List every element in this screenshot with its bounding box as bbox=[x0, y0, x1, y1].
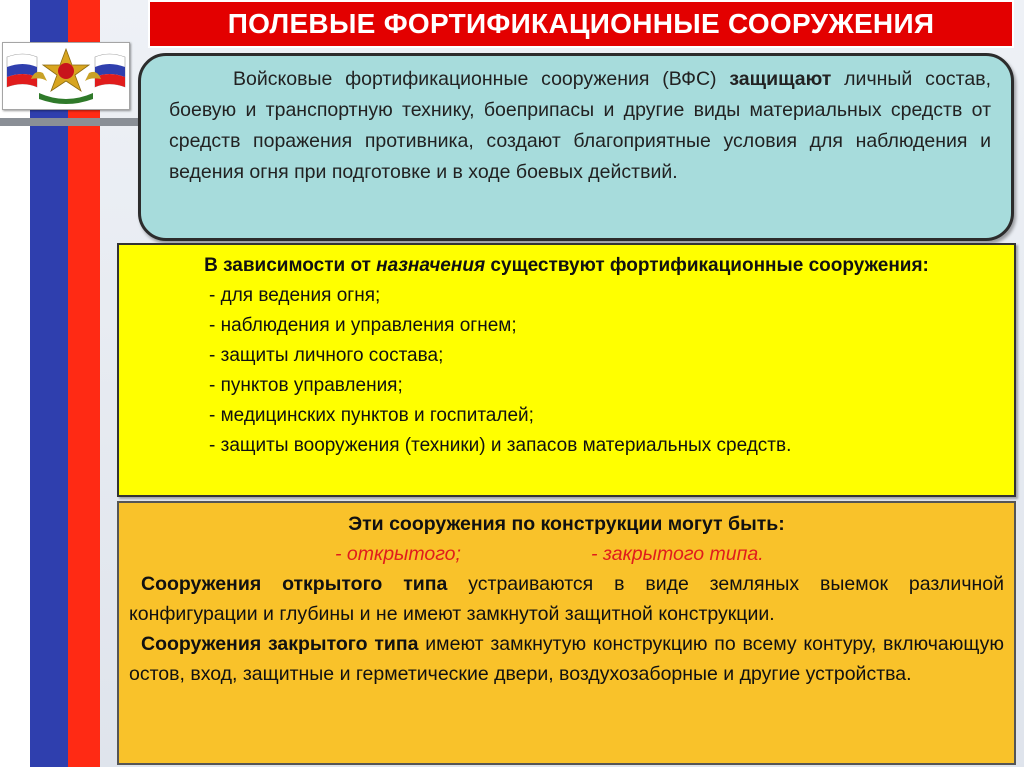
type-open-label: - открытого; bbox=[335, 543, 461, 565]
emblem-image bbox=[2, 42, 130, 110]
list-item: - пунктов управления; bbox=[209, 375, 403, 396]
list-item: - защиты личного состава; bbox=[209, 345, 444, 366]
page-title: ПОЛЕВЫЕ ФОРТИФИКАЦИОННЫЕ СООРУЖЕНИЯ bbox=[227, 8, 935, 39]
title-bar bbox=[148, 0, 1014, 48]
list-item: - медицинских пунктов и госпиталей; bbox=[209, 405, 534, 426]
construction-types bbox=[129, 539, 1004, 569]
purpose-heading-post: существуют фортификационные сооружения: bbox=[485, 255, 929, 276]
closed-type-text: имеют замкнутую конструкцию по всему контуру, включающую остов, вход, защитные и герметические двери, воздухозаборные и другие устройства. bbox=[129, 633, 1004, 685]
list-item: - для ведения огня; bbox=[209, 285, 381, 306]
intro-box bbox=[138, 53, 1014, 241]
purpose-heading-pre: В зависимости от bbox=[204, 255, 377, 276]
armed-forces-emblem-icon bbox=[3, 43, 129, 109]
construction-box bbox=[117, 501, 1016, 765]
list-item: - наблюдения и управления огнем; bbox=[209, 315, 517, 336]
closed-type-paragraph bbox=[129, 629, 1004, 689]
flag-stripe-red bbox=[68, 0, 100, 767]
purpose-list bbox=[139, 281, 994, 461]
purpose-heading bbox=[139, 251, 994, 281]
intro-bold: защищают bbox=[729, 68, 832, 90]
construction-heading: Эти сооружения по конструкции могут быть: bbox=[348, 513, 785, 535]
flag-stripe-blue bbox=[30, 0, 68, 767]
open-type-paragraph bbox=[129, 569, 1004, 629]
type-closed-label: - закрытого типа. bbox=[591, 543, 764, 565]
open-type-text: устраиваются в виде земляных выемок различной конфигурации и глубины и не имеют замкнутой защитной конструкции. bbox=[129, 573, 1004, 625]
intro-rest: личный состав, боевую и транспортную технику, боеприпасы и другие виды материальных средств от средств поражения противника, создают благоприятные условия для наблюдения и ведения огня при подготовке и в ходе боевых действий. bbox=[169, 68, 991, 183]
flag-stripe-white bbox=[0, 0, 31, 767]
divider-bar bbox=[0, 118, 140, 126]
intro-lead: Войсковые фортификационные сооружения (ВФС) bbox=[233, 68, 730, 90]
purpose-heading-em: назначения bbox=[376, 255, 486, 276]
list-item: - защиты вооружения (техники) и запасов материальных средств. bbox=[209, 435, 792, 456]
purpose-box bbox=[117, 243, 1016, 497]
open-type-term: Сооружения открытого типа bbox=[141, 573, 448, 595]
closed-type-term: Сооружения закрытого типа bbox=[141, 633, 419, 655]
